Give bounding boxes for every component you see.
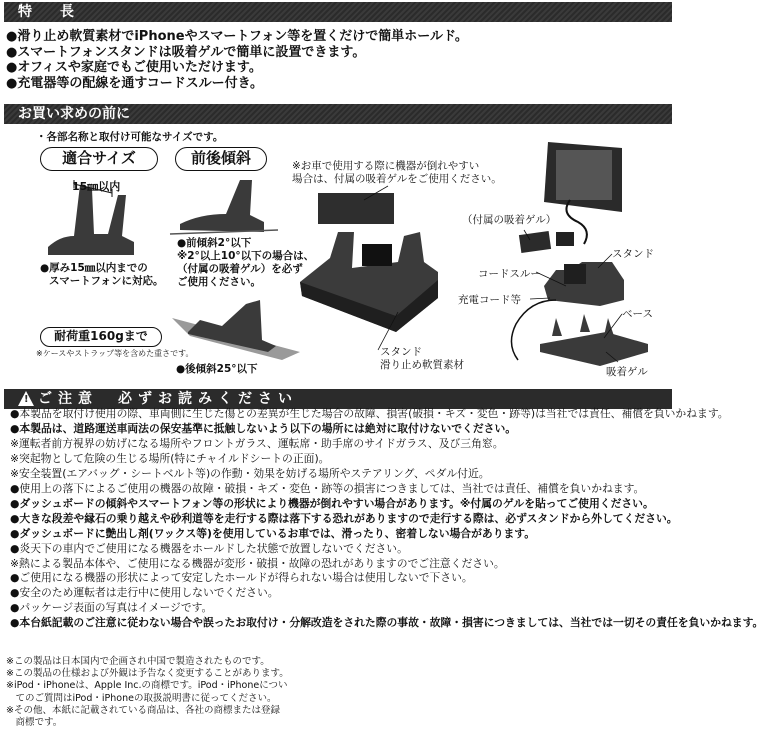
gel-sheet-icon [519, 231, 551, 253]
caution-line: ●大きな段差や縁石の乗り越えや砂利道等を走行する際は落下する恐れがありますので走行する際は、必ずスタンドから外してください。 [10, 511, 678, 525]
load-note: ※ケースやストラップ等を含めた重さです。 [36, 349, 194, 358]
footnote: 商標です。 [6, 717, 63, 729]
caution-line: ※突起物として危険の生じる場所(特にチャイルドシートの正面)。 [10, 451, 330, 465]
caution-line: ●パッケージ表面の写真はイメージです。 [10, 601, 213, 615]
gel-supplied-label: （付属の吸着ゲル） [462, 214, 557, 226]
warning-icon: ! [18, 391, 34, 406]
footnote: てのご質問はiPod・iPhoneの取扱説明書に従ってください。 [6, 692, 277, 704]
stand-photo-icon [300, 193, 438, 332]
stand-material-label: スタンド 滑り止め軟質素材 [380, 346, 464, 371]
caution-line: ※安全装置(エアバッグ・シートベルト等)の作動・効果を妨げる場所やステアリング、ペダル付近。 [10, 466, 490, 480]
caution-line: ●炎天下の車内でご使用になる機器をホールドした状態で放置しないでください。 [10, 541, 408, 555]
intro-text: ・各部名称と取付け可能なサイズです。 [36, 131, 224, 143]
caution-line: ●本台紙記載のご注意に従わない場合や誤ったお取付け・分解改造をされた際の事故・故障・損害につきましては、当社では一切その責任を負いかねます。 [10, 616, 763, 630]
tilt-note: ●前傾斜2°以下 ※2°以上10°以下の場合は、 （付属の吸着ゲル）を必ず ご使用ください。 [177, 237, 315, 288]
cord-through-label: コードスルー [478, 268, 541, 280]
before-purchase-header: お買い求めの前に [4, 104, 672, 124]
base-label: ベース [622, 308, 653, 320]
caution-line: ●本製品は、道路運送車両法の保安基準に抵触しないよう以下の場所には絶対に取付けないでください。 [10, 421, 517, 435]
caution-line: ●ご使用になる機器の形状によって安定したホールドが得られない場合は使用しないで下さい。 [10, 571, 473, 585]
caution-line: ●ダッシュボードの傾斜やスマートフォン等の形状により機器が倒れやすい場合があります。※付属のゲルを貼ってご使用ください。 [10, 496, 654, 510]
caution-list [10, 407, 763, 631]
footnote: ※この製品の仕様および外観は予告なく変更することがあります。 [6, 668, 289, 680]
caution-line: ●本製品を取付け使用の際、車両側に生じた傷との差異が生じた場合の故障、損害(破損・キズ・変色・跡等)は当社では責任、補償を負いかねます。 [10, 407, 729, 420]
features-header: 特 長 [4, 2, 672, 22]
tilt-label: 前後傾斜 [175, 147, 267, 171]
feature-item: ●スマートフォンスタンドは吸着ゲルで簡単に設置できます。 [6, 44, 366, 60]
caution-line: ●ダッシュボードに艶出し剤(ワックス等)を使用しているお車では、滑ったり、密着しない場合があります。 [10, 526, 536, 540]
footnote: ※その他、本紙に記載されている商品は、各社の商標または登録 [6, 704, 280, 716]
tilt-stand-icon [170, 180, 278, 234]
feature-item: ●充電器等の配線を通すコードスルー付き。 [6, 75, 264, 91]
car-note: ※お車で使用する際に機器が倒れやすい 場合は、付属の吸着ゲルをご使用ください。 [292, 160, 502, 185]
caution-line: ●使用上の落下によるご使用の機器の故障・破損・キズ・変色・跡等の損害につきましては、当社では責任、補償を負いかねます。 [10, 481, 645, 495]
width-dimension: 15㎜以内 [72, 180, 121, 193]
footnote: ※この製品は日本国内で企画され中国で製造されたものです。 [6, 656, 270, 667]
phone-photo-icon [544, 142, 622, 246]
charge-cord-label: 充電コード等 [458, 294, 521, 306]
base-icon [540, 314, 648, 366]
stand-label: スタンド [612, 248, 654, 260]
size-note: ●厚み15㎜以内までの スマートフォンに対応。 [40, 262, 164, 287]
load-capacity-label: 耐荷重160gまで [40, 327, 162, 347]
suction-gel-label: 吸着ゲル [606, 366, 648, 378]
footnote: ※iPod・iPhoneは、Apple Inc.の商標です。iPod・iPhoneについ [6, 680, 288, 692]
footnotes [6, 656, 306, 729]
back-tilt-note: ●後傾斜25°以下 [176, 363, 258, 375]
fit-size-label: 適合サイズ [40, 147, 158, 171]
caution-line: ※運転者前方視界の妨げになる場所やフロントガラス、運転席・助手席のサイドガラス、及び三角窓。 [10, 436, 504, 450]
caution-header: ! ご注意 必ずお読みください [4, 389, 672, 409]
feature-item: ●滑り止め軟質素材でiPhoneやスマートフォン等を置くだけで簡単ホールド。 [6, 29, 468, 44]
caution-line: ●安全のため運転者は走行中に使用しないでください。 [10, 586, 279, 600]
caution-line: ※熱による製品本体や、ご使用になる機器が変形・破損・故障の恐れがありますのでご注意ください。 [10, 556, 505, 570]
feature-item: ●オフィスや家庭でもご使用いただけます。 [6, 60, 262, 75]
